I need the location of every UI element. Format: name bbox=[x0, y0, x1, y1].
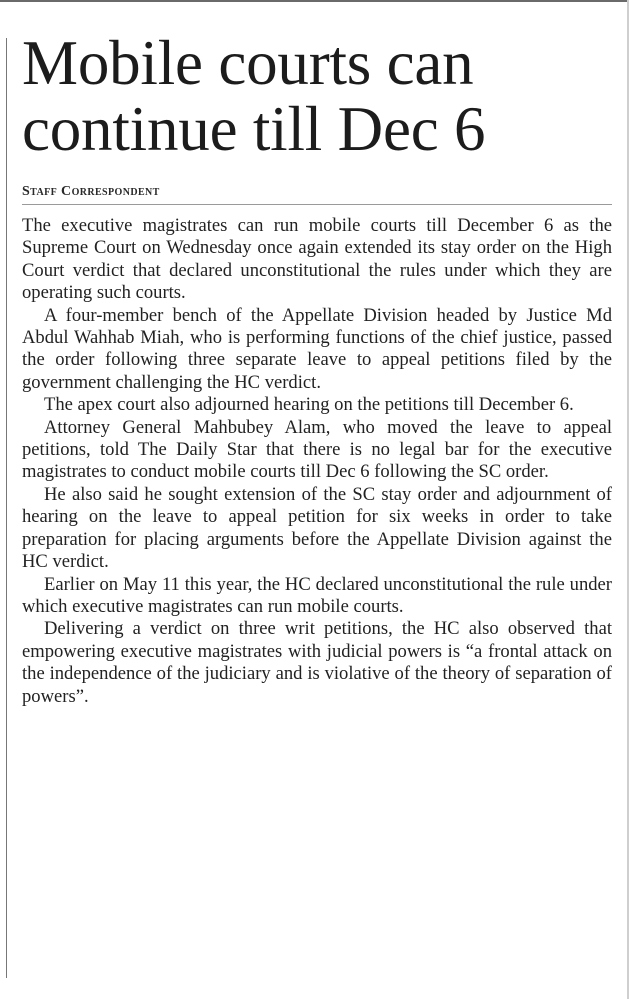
paragraph-4: Attorney General Mahbubey Alam, who moved the leave to appeal petitions, told The Daily Star that there is no legal bar for the executive magistrates to conduct mobile courts till Dec 6 following the SC order. bbox=[22, 416, 612, 483]
paragraph-1: The executive magistrates can run mobile courts till December 6 as the Supreme Court on Wednesday once again extended its stay order on the High Court verdict that declared unconstitutional the rules under which they are operating such courts. bbox=[22, 215, 612, 304]
left-column-rule bbox=[6, 38, 7, 978]
headline-line-2: continue till Dec 6 bbox=[22, 94, 486, 164]
news-article bbox=[22, 30, 612, 708]
top-border-rule bbox=[0, 0, 629, 2]
headline-line-1: Mobile courts can bbox=[22, 28, 474, 98]
headline bbox=[22, 30, 612, 162]
paragraph-3: The apex court also adjourned hearing on the petitions till December 6. bbox=[44, 394, 574, 416]
paragraph-7: Delivering a verdict on three writ petitions, the HC also observed that empowering executive magistrates with judicial powers is “a frontal attack on the independence of the judiciary and is violative of the theory of separation of powers”. bbox=[22, 618, 612, 707]
paragraph-6: Earlier on May 11 this year, the HC declared unconstitutional the rule under which executive magistrates can run mobile courts. bbox=[22, 573, 612, 617]
article-body bbox=[22, 215, 612, 708]
byline: Staff Correspondent bbox=[22, 184, 612, 205]
paragraph-5: He also said he sought extension of the SC stay order and adjournment of hearing on the leave to appeal petition for six weeks in order to take preparation for placing arguments before the Appellate Division against the HC verdict. bbox=[22, 483, 612, 573]
paragraph-2: A four-member bench of the Appellate Division headed by Justice Md Abdul Wahhab Miah, who is performing functions of the chief justice, passed the order following three separate leave to appeal petitions filed by the government challenging the HC verdict. bbox=[22, 304, 612, 393]
